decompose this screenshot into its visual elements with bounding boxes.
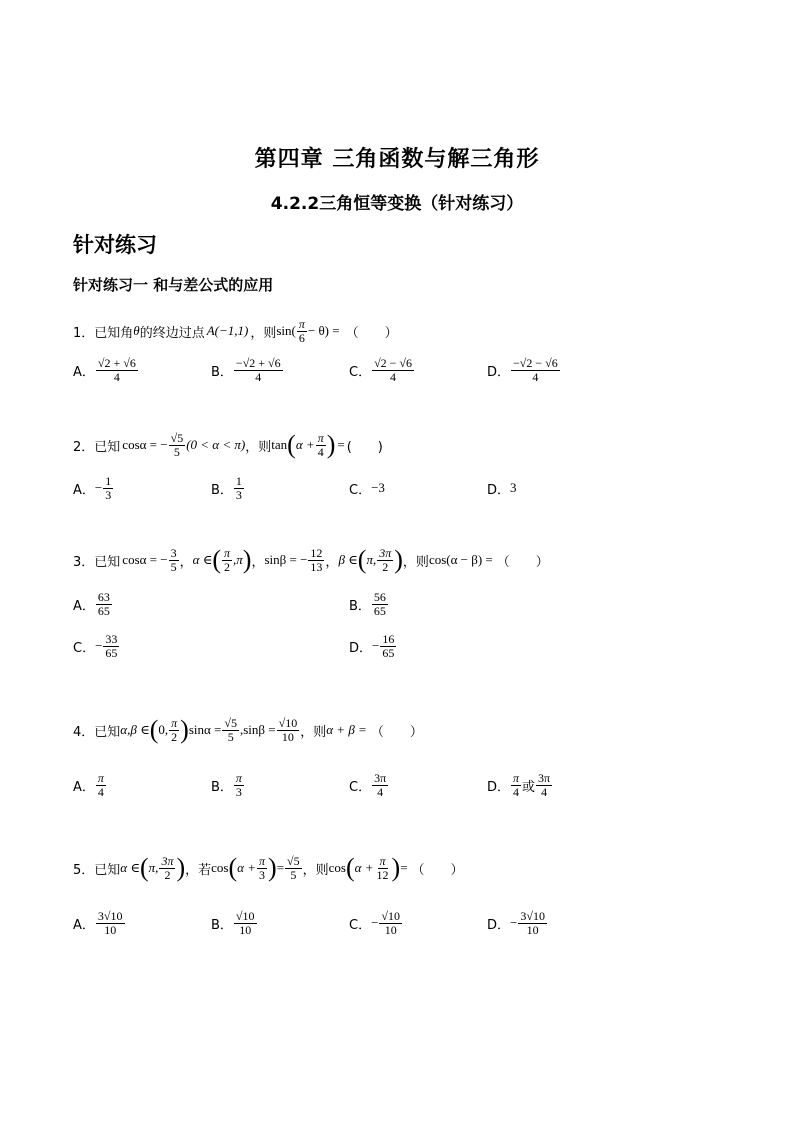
q2-option-b[interactable]: B． $\frac{1}{3}$: [211, 473, 242, 502]
q1-sin: sin(: [276, 323, 296, 338]
q5-option-b[interactable]: B． $\frac{√10}{10}$: [211, 908, 255, 937]
q2-condition: (0 < α < π): [186, 437, 246, 452]
q2-option-a[interactable]: A． − $\frac{1}{3}$: [73, 473, 112, 502]
q1-fraction: $\frac{\pi}{6}$: [298, 316, 305, 345]
q1-option-a[interactable]: A． $\frac{√2 + √6}{4}$: [73, 355, 136, 384]
q1-answer-paren: （ ）: [345, 325, 398, 341]
q2-option-c[interactable]: C． −3: [349, 480, 385, 498]
q1-minus-theta: − θ) =: [307, 323, 340, 338]
q5-option-d[interactable]: D． − $\frac{3√10}{10}$: [487, 908, 545, 937]
q3-option-b[interactable]: B． $\frac{56}{65}$: [349, 589, 386, 618]
question-4: 4． 已知 α,β ∈ ( 0, $\frac{\pi}{2}$ ) sinα = $\frac{√5}{5}$ ,sinβ = $\frac{√10}{10}$ ，则 α + β = （ ）: [73, 715, 423, 744]
subheading: 针对练习一 和与差公式的应用: [73, 276, 274, 294]
q2-option-d[interactable]: D． 3: [487, 480, 517, 498]
q4-option-d[interactable]: D． $\frac{\pi}{4}$ 或 $\frac{3\pi}{4}$: [487, 770, 551, 799]
section-title: 4.2.2三角恒等变换（针对练习）: [270, 194, 524, 214]
q3-option-d[interactable]: D． − $\frac{16}{65}$: [349, 631, 395, 660]
heading: 针对练习: [73, 233, 157, 257]
q1-text-b: 的终边过点: [139, 325, 205, 341]
q1-theta: θ: [133, 323, 140, 338]
question-1: [73, 314, 398, 348]
q4-option-a[interactable]: A． $\frac{\pi}{4}$: [73, 770, 104, 799]
q1-option-d[interactable]: D． $\frac{-√2 - √6}{4}$: [487, 355, 558, 384]
q2-cos: cosα = −: [122, 437, 168, 452]
q1-number: 1．: [73, 325, 95, 341]
q1-option-c[interactable]: C． $\frac{√2 - √6}{4}$: [349, 355, 413, 384]
q1-text-a: 已知角: [94, 325, 134, 341]
q4-option-c[interactable]: C． $\frac{3\pi}{4}$: [349, 770, 387, 799]
q3-option-c[interactable]: C． − $\frac{33}{65}$: [73, 631, 118, 660]
question-2: 2． 已知 cosα = − $\frac{√5}{5}$ (0 < α < π) ，则 tan ( α + $\frac{\pi}{4}$ ) = ( ): [73, 430, 383, 459]
q1-option-b[interactable]: B． $\frac{-√2 + √6}{4}$: [211, 355, 281, 384]
q5-option-c[interactable]: C． − $\frac{√10}{10}$: [349, 908, 401, 937]
q4-option-b[interactable]: B． $\frac{\pi}{3}$: [211, 770, 242, 799]
chapter-title: 第四章 三角函数与解三角形: [254, 147, 540, 172]
q1-text-c: ，则: [250, 325, 277, 341]
q5-option-a[interactable]: A． $\frac{3√10}{10}$: [73, 908, 123, 937]
question-3: 3． 已知 cosα = − $\frac{3}{5}$ ， α ∈ ( $\frac{\pi}{2}$ ,π ) ， sinβ = − $\frac{12}{13}$ ， β ∈ ( π, $\frac{3\pi}{2}$ ) ，则 cos(α − β) = （ ）: [73, 545, 549, 574]
q3-option-a[interactable]: A． $\frac{63}{65}$: [73, 589, 110, 618]
q1-point: A(−1,1): [206, 323, 249, 338]
question-5: 5． 已知 α ∈ ( π, $\frac{3\pi}{2}$ ) ，若 cos ( α + $\frac{\pi}{3}$ ) = $\frac{√5}{5}$ ，则 cos ( α + $\frac{\pi}{12}$ ) = （ ）: [73, 853, 464, 882]
